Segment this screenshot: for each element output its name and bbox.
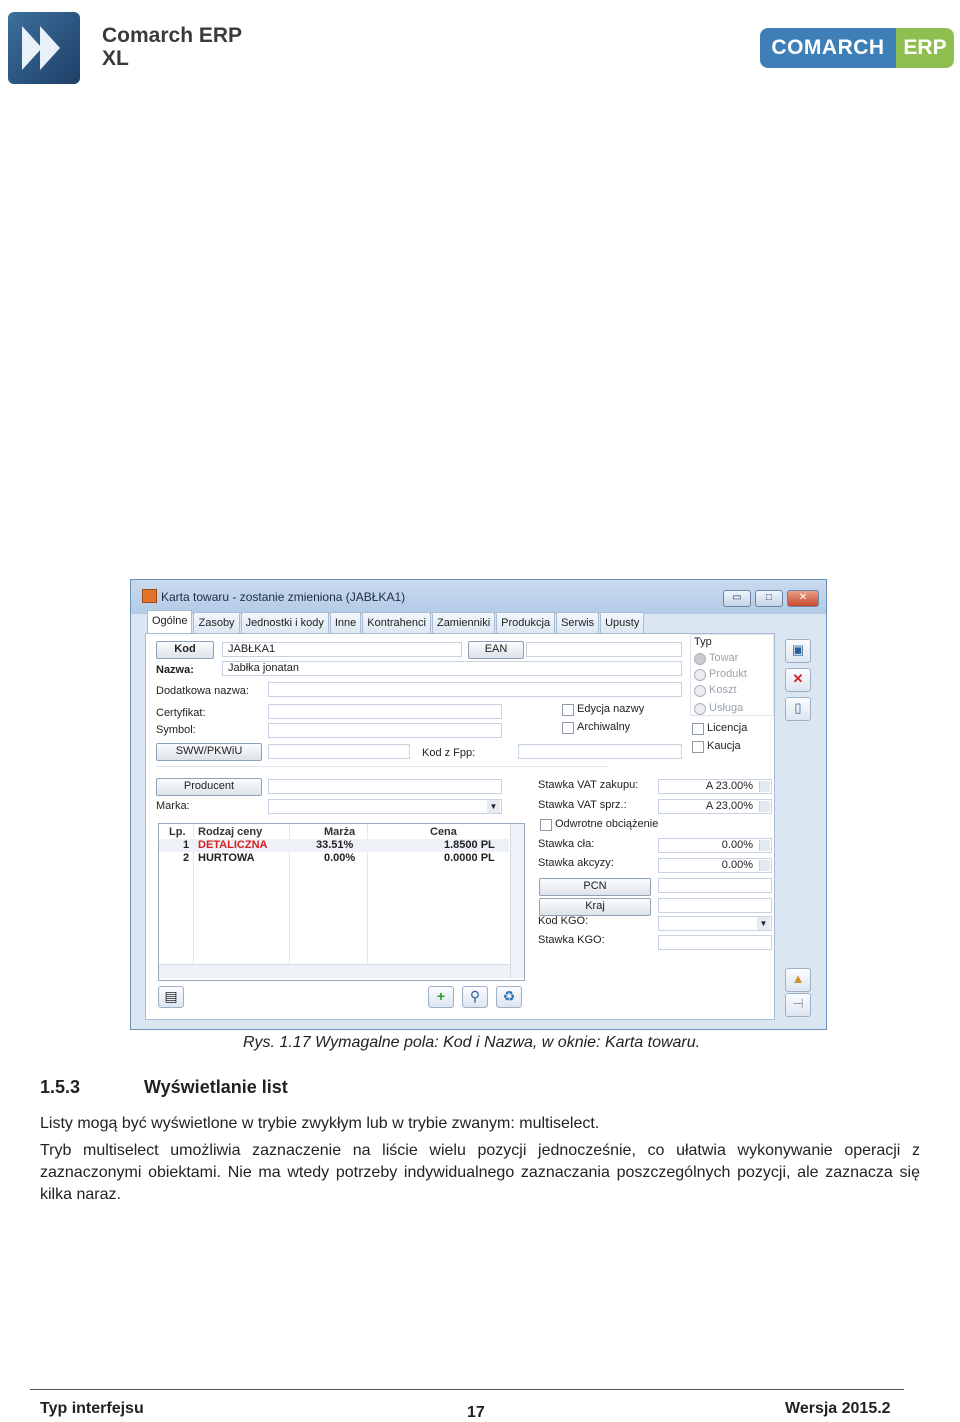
- row2-cena: 0.0000 PL: [444, 852, 495, 864]
- ean-field[interactable]: [526, 642, 682, 657]
- symbol-field[interactable]: [268, 723, 502, 738]
- attach-icon[interactable]: ▤: [158, 986, 184, 1008]
- pcn-field[interactable]: [658, 878, 772, 893]
- kod-field[interactable]: JABŁKA1: [222, 642, 462, 657]
- logo-text-comarch: COMARCH: [760, 28, 896, 68]
- row2-marza: 0.00%: [324, 852, 356, 864]
- grid-horizontal-scrollbar[interactable]: [159, 964, 510, 978]
- row1-rodzaj: DETALICZNA: [198, 839, 268, 851]
- edycja-nazwy-label: Edycja nazwy: [577, 703, 645, 715]
- footer-left: Typ interfejsu: [40, 1400, 144, 1417]
- marka-label: Marka:: [156, 800, 190, 812]
- book-icon[interactable]: ▯: [785, 697, 811, 721]
- typ-usluga-radio[interactable]: [694, 703, 706, 715]
- close-button[interactable]: ✕: [787, 590, 819, 607]
- comarch-logo-icon: [8, 12, 80, 84]
- nazwa-label: Nazwa:: [156, 664, 194, 676]
- kraj-field[interactable]: [658, 898, 772, 913]
- producent-field[interactable]: [268, 779, 502, 794]
- col-header-marza[interactable]: Marża: [324, 826, 356, 838]
- tab-bar: [147, 612, 645, 634]
- nazwa-field[interactable]: Jabłka jonatan: [222, 661, 682, 676]
- stawka-cla-label: Stawka cła:: [538, 838, 595, 850]
- stawka-akcyzy-label: Stawka akcyzy:: [538, 857, 614, 869]
- pin-icon[interactable]: ⊣: [785, 993, 811, 1017]
- typ-produkt-radio[interactable]: [694, 669, 706, 681]
- sww-pkwiu-field[interactable]: [268, 744, 410, 759]
- separator: [156, 766, 608, 767]
- vat-sprz-label: Stawka VAT sprz.:: [538, 799, 627, 811]
- vat-zakupu-field[interactable]: [658, 779, 772, 794]
- typ-label: Typ: [694, 636, 712, 648]
- vat-zakupu-label: Stawka VAT zakupu:: [538, 779, 639, 791]
- vat-sprz-spinner[interactable]: [759, 801, 770, 812]
- stawka-akcyzy-value: 0.00%: [721, 859, 753, 871]
- row1-marza: 33.51%: [316, 839, 354, 851]
- stawka-cla-field[interactable]: [658, 838, 772, 853]
- brand-line-1: Comarch ERP: [102, 24, 243, 47]
- figure-caption: Rys. 1.17 Wymagalne pola: Kod i Nazwa, w oknie: Karta towaru.: [243, 1034, 701, 1051]
- footer-divider: [30, 1389, 904, 1390]
- row2-rodzaj: HURTOWA: [198, 852, 255, 864]
- minimize-button[interactable]: ▭: [723, 590, 751, 607]
- stawka-akcyzy-field[interactable]: [658, 858, 772, 873]
- lock-icon[interactable]: ▲: [785, 968, 811, 992]
- tab-zasoby[interactable]: Zasoby: [193, 612, 239, 633]
- typ-usluga-label: Usługa: [709, 702, 744, 714]
- col-header-lp[interactable]: Lp.: [169, 826, 186, 838]
- tab-ogolne[interactable]: Ogólne: [147, 610, 192, 633]
- vat-zakupu-spinner[interactable]: [759, 781, 770, 792]
- kraj-button[interactable]: Kraj: [539, 898, 651, 916]
- price-grid: [158, 823, 525, 981]
- typ-towar-label: Towar: [709, 652, 739, 664]
- cancel-icon[interactable]: ✕: [785, 668, 811, 692]
- kod-fpp-field[interactable]: [518, 744, 682, 759]
- odwrotne-label: Odwrotne obciążenie: [555, 818, 659, 830]
- footer-right: Wersja 2015.2: [785, 1400, 891, 1417]
- tab-produkcja[interactable]: Produkcja: [496, 612, 555, 633]
- karta-towaru-window: [130, 579, 827, 1030]
- maximize-button[interactable]: □: [755, 590, 783, 607]
- sww-pkwiu-button[interactable]: SWW/PKWiU: [156, 743, 262, 761]
- tab-serwis[interactable]: Serwis: [556, 612, 599, 633]
- licencja-checkbox[interactable]: [692, 723, 704, 735]
- typ-koszt-radio[interactable]: [694, 685, 706, 697]
- stawka-cla-value: 0.00%: [721, 839, 753, 851]
- col-header-cena[interactable]: Cena: [430, 826, 457, 838]
- logo-text-erp: ERP: [896, 28, 954, 68]
- pcn-button[interactable]: PCN: [539, 878, 651, 896]
- tab-jednostki[interactable]: Jednostki i kody: [241, 612, 329, 633]
- vat-zakupu-value: A 23.00%: [705, 780, 753, 792]
- comarch-erp-logo: [760, 28, 954, 68]
- stawka-cla-spinner[interactable]: [759, 840, 770, 851]
- stawka-kgo-field[interactable]: [658, 935, 772, 950]
- kod-fpp-label: Kod z Fpp:: [422, 747, 476, 759]
- typ-towar-radio[interactable]: [694, 653, 706, 665]
- recycle-icon[interactable]: ♻: [496, 986, 522, 1008]
- marka-dropdown-icon[interactable]: ▼: [487, 800, 500, 813]
- stawka-akcyzy-spinner[interactable]: [759, 860, 770, 871]
- kaucja-checkbox[interactable]: [692, 741, 704, 753]
- typ-koszt-label: Koszt: [709, 684, 737, 696]
- tab-upusty[interactable]: Upusty: [600, 612, 644, 633]
- archiwalny-checkbox[interactable]: [562, 722, 574, 734]
- section-number: 1.5.3: [40, 1077, 81, 1097]
- kod-button[interactable]: Kod: [156, 641, 214, 659]
- dodatkowa-nazwa-label: Dodatkowa nazwa:: [156, 685, 249, 697]
- section-title: Wyświetlanie list: [144, 1077, 288, 1097]
- grid-vertical-scrollbar[interactable]: [510, 824, 524, 978]
- vat-sprz-field[interactable]: [658, 799, 772, 814]
- stawka-kgo-label: Stawka KGO:: [538, 934, 605, 946]
- kod-kgo-select[interactable]: [658, 916, 772, 931]
- window-title: Karta towaru - zostanie zmieniona (JABŁKA1): [161, 590, 406, 604]
- archiwalny-label: Archiwalny: [577, 721, 631, 733]
- window-app-icon: [142, 589, 157, 603]
- symbol-label: Symbol:: [156, 724, 196, 736]
- odwrotne-checkbox[interactable]: [540, 819, 552, 831]
- paragraph-2: Tryb multiselect umożliwia zaznaczenie na liście wielu pozycji jednocześnie, co ułatwia wykonywanie operacji z zaznaczonymi obiektami. Nie ma wtedy potrzeby indywidualnego zaznaczania poszczególnych pozycji, ale zaznacza się kilka naraz.: [40, 1142, 920, 1203]
- search-icon[interactable]: ⚲: [462, 986, 488, 1008]
- row2-lp: 2: [183, 852, 190, 864]
- ean-button[interactable]: EAN: [468, 641, 524, 659]
- edycja-nazwy-checkbox[interactable]: [562, 704, 574, 716]
- typ-produkt-label: Produkt: [709, 668, 747, 680]
- row1-lp: 1: [183, 839, 190, 851]
- page-number: 17: [467, 1404, 485, 1421]
- general-tab-panel: [145, 633, 775, 1020]
- tab-kontrahenci[interactable]: Kontrahenci: [362, 612, 431, 633]
- window-titlebar: [131, 580, 826, 614]
- tab-zamienniki[interactable]: Zamienniki: [432, 612, 495, 633]
- dodatkowa-nazwa-field[interactable]: [268, 682, 682, 697]
- paragraph-1: Listy mogą być wyświetlone w trybie zwykłym lub w trybie zwanym: multiselect.: [40, 1115, 600, 1132]
- add-icon[interactable]: +: [428, 986, 454, 1008]
- row1-cena: 1.8500 PL: [444, 839, 495, 851]
- brand-line-2: XL: [102, 47, 129, 70]
- vat-sprz-value: A 23.00%: [705, 800, 753, 812]
- kaucja-label: Kaucja: [707, 740, 741, 752]
- certyfikat-field[interactable]: [268, 704, 502, 719]
- brand-name: [102, 24, 242, 70]
- marka-select[interactable]: [268, 799, 502, 814]
- certyfikat-label: Certyfikat:: [156, 707, 206, 719]
- licencja-label: Licencja: [707, 722, 748, 734]
- save-icon[interactable]: ▣: [785, 639, 811, 663]
- kod-kgo-label: Kod KGO:: [538, 915, 589, 927]
- tab-inne[interactable]: Inne: [330, 612, 361, 633]
- producent-button[interactable]: Producent: [156, 778, 262, 796]
- kod-kgo-dropdown-icon[interactable]: ▼: [757, 917, 770, 930]
- col-header-rodzaj[interactable]: Rodzaj ceny: [198, 826, 263, 838]
